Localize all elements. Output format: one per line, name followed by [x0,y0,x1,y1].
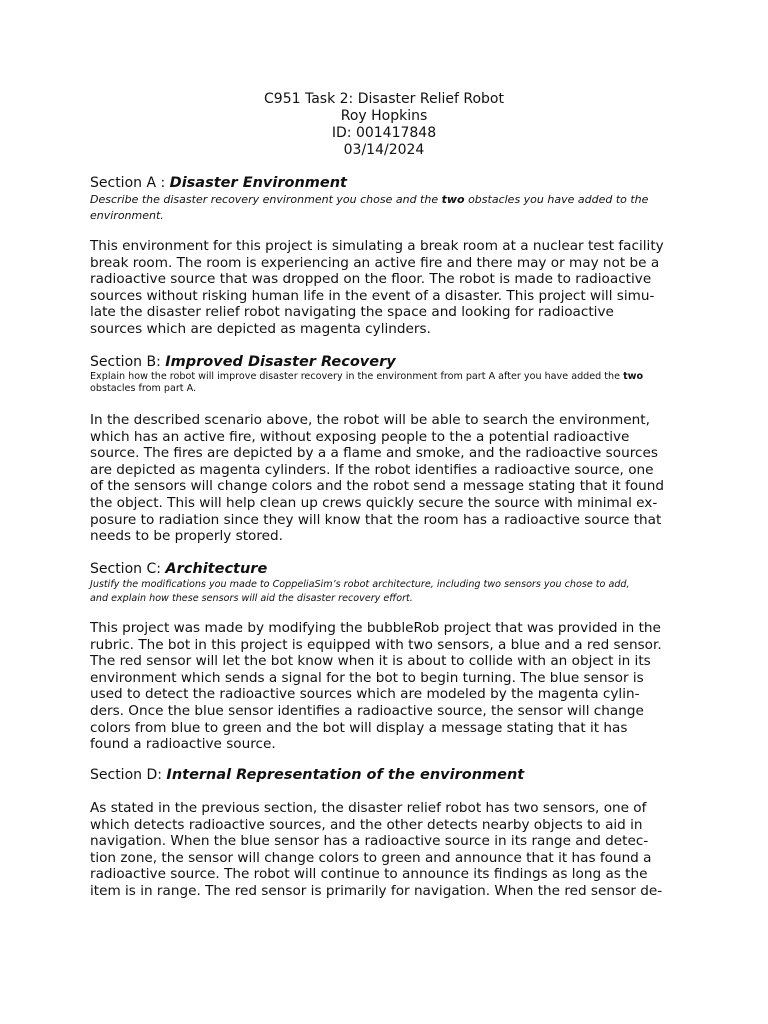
document-date: 03/14/2024 [343,142,425,158]
body-line: posure to radiation since they will know that the room has a radioactive source that [90,511,662,528]
section-subtitle: Architecture [165,561,268,577]
section-label: Section B: [90,354,166,370]
section-heading [90,353,680,371]
body-line: The red sensor will let the bot know when it is about to collide with an object in its [90,653,651,670]
body-line: As stated in the previous section, the disaster relief robot has two sensors, one of [90,800,647,816]
body-line: radioactive source that was dropped on the floor. The robot is made to radioactive [90,271,652,288]
section-heading [90,174,680,192]
section-heading [90,560,680,578]
section-prompt [90,371,680,395]
body-line: needs to be properly stored. [90,528,283,545]
body-line: the object. This will help clean up crews quickly secure the source with minimal ex- [90,494,658,511]
body-line: used to detect the radioactive sources which are modeled by the magenta cylin- [90,686,640,703]
prompt-line: obstacles from part A. [90,383,197,394]
body-line: which has an active fire, without exposing people to the a potential radioactive [90,428,630,445]
prompt-line: and explain how these sensors will aid the disaster recovery effort. [90,593,413,604]
prompt-line: Explain how the robot will improve disaster recovery in the environment from part A after you have added the two [90,371,644,382]
document-title: C951 Task 2: Disaster Relief Robot [264,91,504,107]
section-subtitle: Internal Representation of the environment [166,767,525,783]
section-label: Section A : [90,175,170,191]
body-line: which detects radioactive sources, and the other detects nearby objects to aid in [90,816,643,833]
body-line: break room. The room is experiencing an active fire and there may or may not be a [90,254,660,271]
body-line: item is in range. The red sensor is primarily for navigation. When the red sensor de- [90,882,663,899]
body-line: environment which sends a signal for the bot to begin turning. The blue sensor is [90,669,644,686]
body-line: source. The fires are depicted by a a flame and smoke, and the radioactive sources [90,445,658,462]
section-b [90,353,680,545]
body-line: late the disaster relief robot navigating the space and looking for radioactive [90,304,614,321]
body-line: navigation. When the blue sensor has a radioactive source in its range and detec- [90,833,649,850]
section-subtitle: Improved Disaster Recovery [165,354,396,370]
body-line: colors from blue to green and the bot will display a message stating that it has [90,719,628,736]
section-c [90,560,680,753]
body-line: rubric. The bot in this project is equipped with two sensors, a blue and a red sensor. [90,636,662,653]
body-line: This project was made by modifying the bubbleRob project that was provided in the [90,620,661,636]
section-label: Section C: [90,561,166,577]
body-line: found a radioactive source. [90,736,276,753]
prompt-line: Justify the modifications you made to CoppeliaSim’s robot architecture, including two sensors you chose to add, [90,579,630,590]
section-body [90,238,680,338]
section-heading [90,766,680,784]
section-subtitle: Disaster Environment [169,175,347,191]
body-line: of the sensors will change colors and the robot send a message stating that it found [90,478,665,495]
prompt-line: Describe the disaster recovery environment you chose and the two obstacles you have added to the [90,193,649,206]
body-line: sources without risking human life in the event of a disaster. This project will simu- [90,287,655,304]
body-line: ders. Once the blue sensor identifies a radioactive source, the sensor will change [90,702,644,719]
body-line: radioactive source. The robot will continue to announce its findings as long as the [90,866,648,883]
body-line: are depicted as magenta cylinders. If the robot identifies a radioactive source, one [90,461,654,478]
body-line: tion zone, the sensor will change colors to green and announce that it has found a [90,849,652,866]
document-header [0,91,768,159]
body-line: This environment for this project is simulating a break room at a nuclear test facility [90,238,664,254]
section-a [90,174,680,338]
section-d [90,766,680,900]
section-body [90,412,680,545]
section-body [90,620,680,753]
prompt-line: environment. [90,209,164,222]
section-prompt [90,578,680,606]
section-label: Section D: [90,767,167,783]
body-line: sources which are depicted as magenta cylinders. [90,320,431,337]
section-body [90,800,680,900]
body-line: In the described scenario above, the robot will be able to search the environment, [90,412,650,428]
student-id: ID: 001417848 [331,125,437,141]
section-prompt [90,192,680,224]
author-name: Roy Hopkins [340,108,428,124]
